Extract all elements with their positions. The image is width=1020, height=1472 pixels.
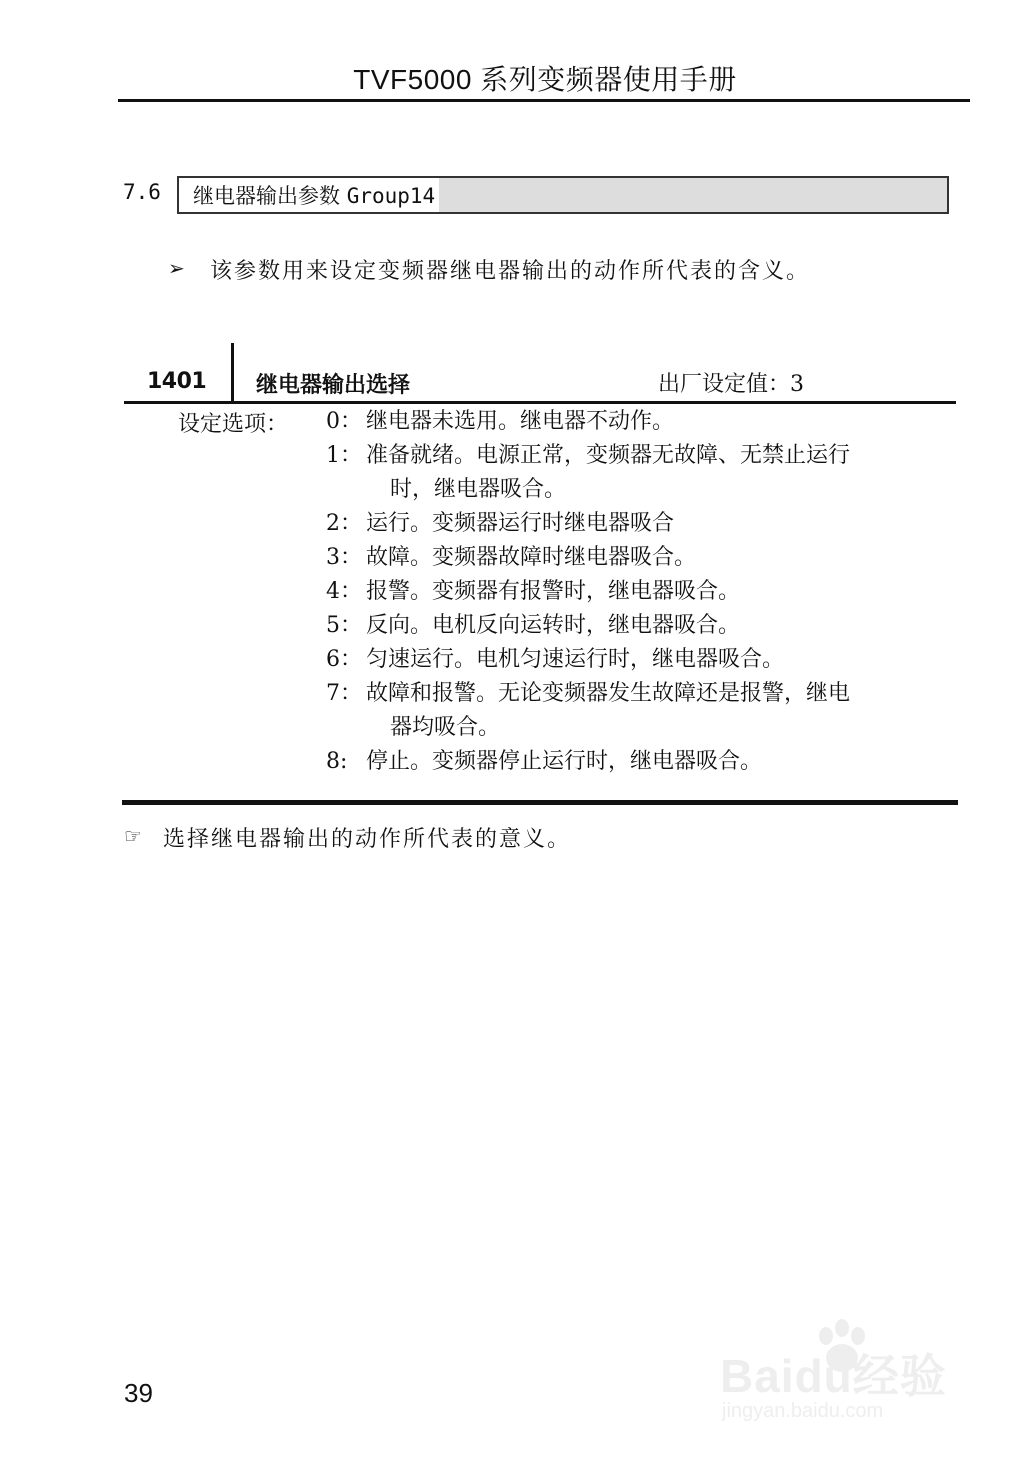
option-item: 2： 运行。变频器运行时继电器吸合 bbox=[326, 511, 675, 536]
note-text: 选择继电器输出的动作所代表的意义。 bbox=[163, 827, 572, 852]
option-item: 3： 故障。变频器故障时继电器吸合。 bbox=[326, 545, 697, 570]
watermark-brand: Baidu经验 bbox=[720, 1350, 947, 1402]
section-number: 7.6 bbox=[123, 180, 161, 204]
section-title bbox=[193, 180, 435, 210]
options-list bbox=[326, 405, 946, 779]
option-item: 7： 故障和报警。无论变频器发生故障还是报警，继电 bbox=[326, 681, 851, 706]
section-title-box bbox=[177, 176, 949, 214]
section-title-group: Group14 bbox=[346, 184, 436, 208]
option-item: 4： 报警。变频器有报警时，继电器吸合。 bbox=[326, 579, 741, 604]
pointing-hand-icon: ☞ bbox=[124, 824, 142, 848]
page-number: 39 bbox=[124, 1378, 153, 1408]
option-item: 0： 继电器未选用。继电器不动作。 bbox=[326, 409, 675, 434]
option-item-continuation: 器均吸合。 bbox=[390, 715, 501, 740]
option-item: 1： 准备就绪。电源正常，变频器无故障、无禁止运行 bbox=[326, 443, 851, 468]
arrow-bullet-icon: ➢ bbox=[168, 256, 185, 280]
baidu-watermark bbox=[720, 1318, 980, 1428]
param-divider bbox=[231, 343, 234, 403]
option-item: 5： 反向。电机反向运转时，继电器吸合。 bbox=[326, 613, 741, 638]
param-default-value: 出厂设定值：3 bbox=[658, 372, 804, 397]
param-name: 继电器输出选择 bbox=[256, 373, 411, 398]
watermark-url: jingyan.baidu.com bbox=[722, 1400, 884, 1422]
option-item: 6： 匀速运行。电机匀速运行时，继电器吸合。 bbox=[326, 647, 785, 672]
settings-label: 设定选项： bbox=[178, 412, 289, 437]
intro-text: 该参数用来设定变频器继电器输出的动作所代表的含义。 bbox=[210, 259, 811, 284]
param-header-rule bbox=[124, 401, 956, 404]
param-id: 1401 bbox=[147, 369, 207, 394]
header-rule bbox=[118, 99, 970, 102]
page-header-title: TVF5000 系列变频器使用手册 bbox=[353, 64, 737, 95]
section-title-cn: 继电器输出参数 bbox=[193, 184, 347, 208]
option-item: 8: 停止。变频器停止运行时，继电器吸合。 bbox=[326, 749, 763, 774]
param-footer-rule bbox=[122, 800, 958, 805]
option-item-continuation: 时，继电器吸合。 bbox=[390, 477, 567, 502]
